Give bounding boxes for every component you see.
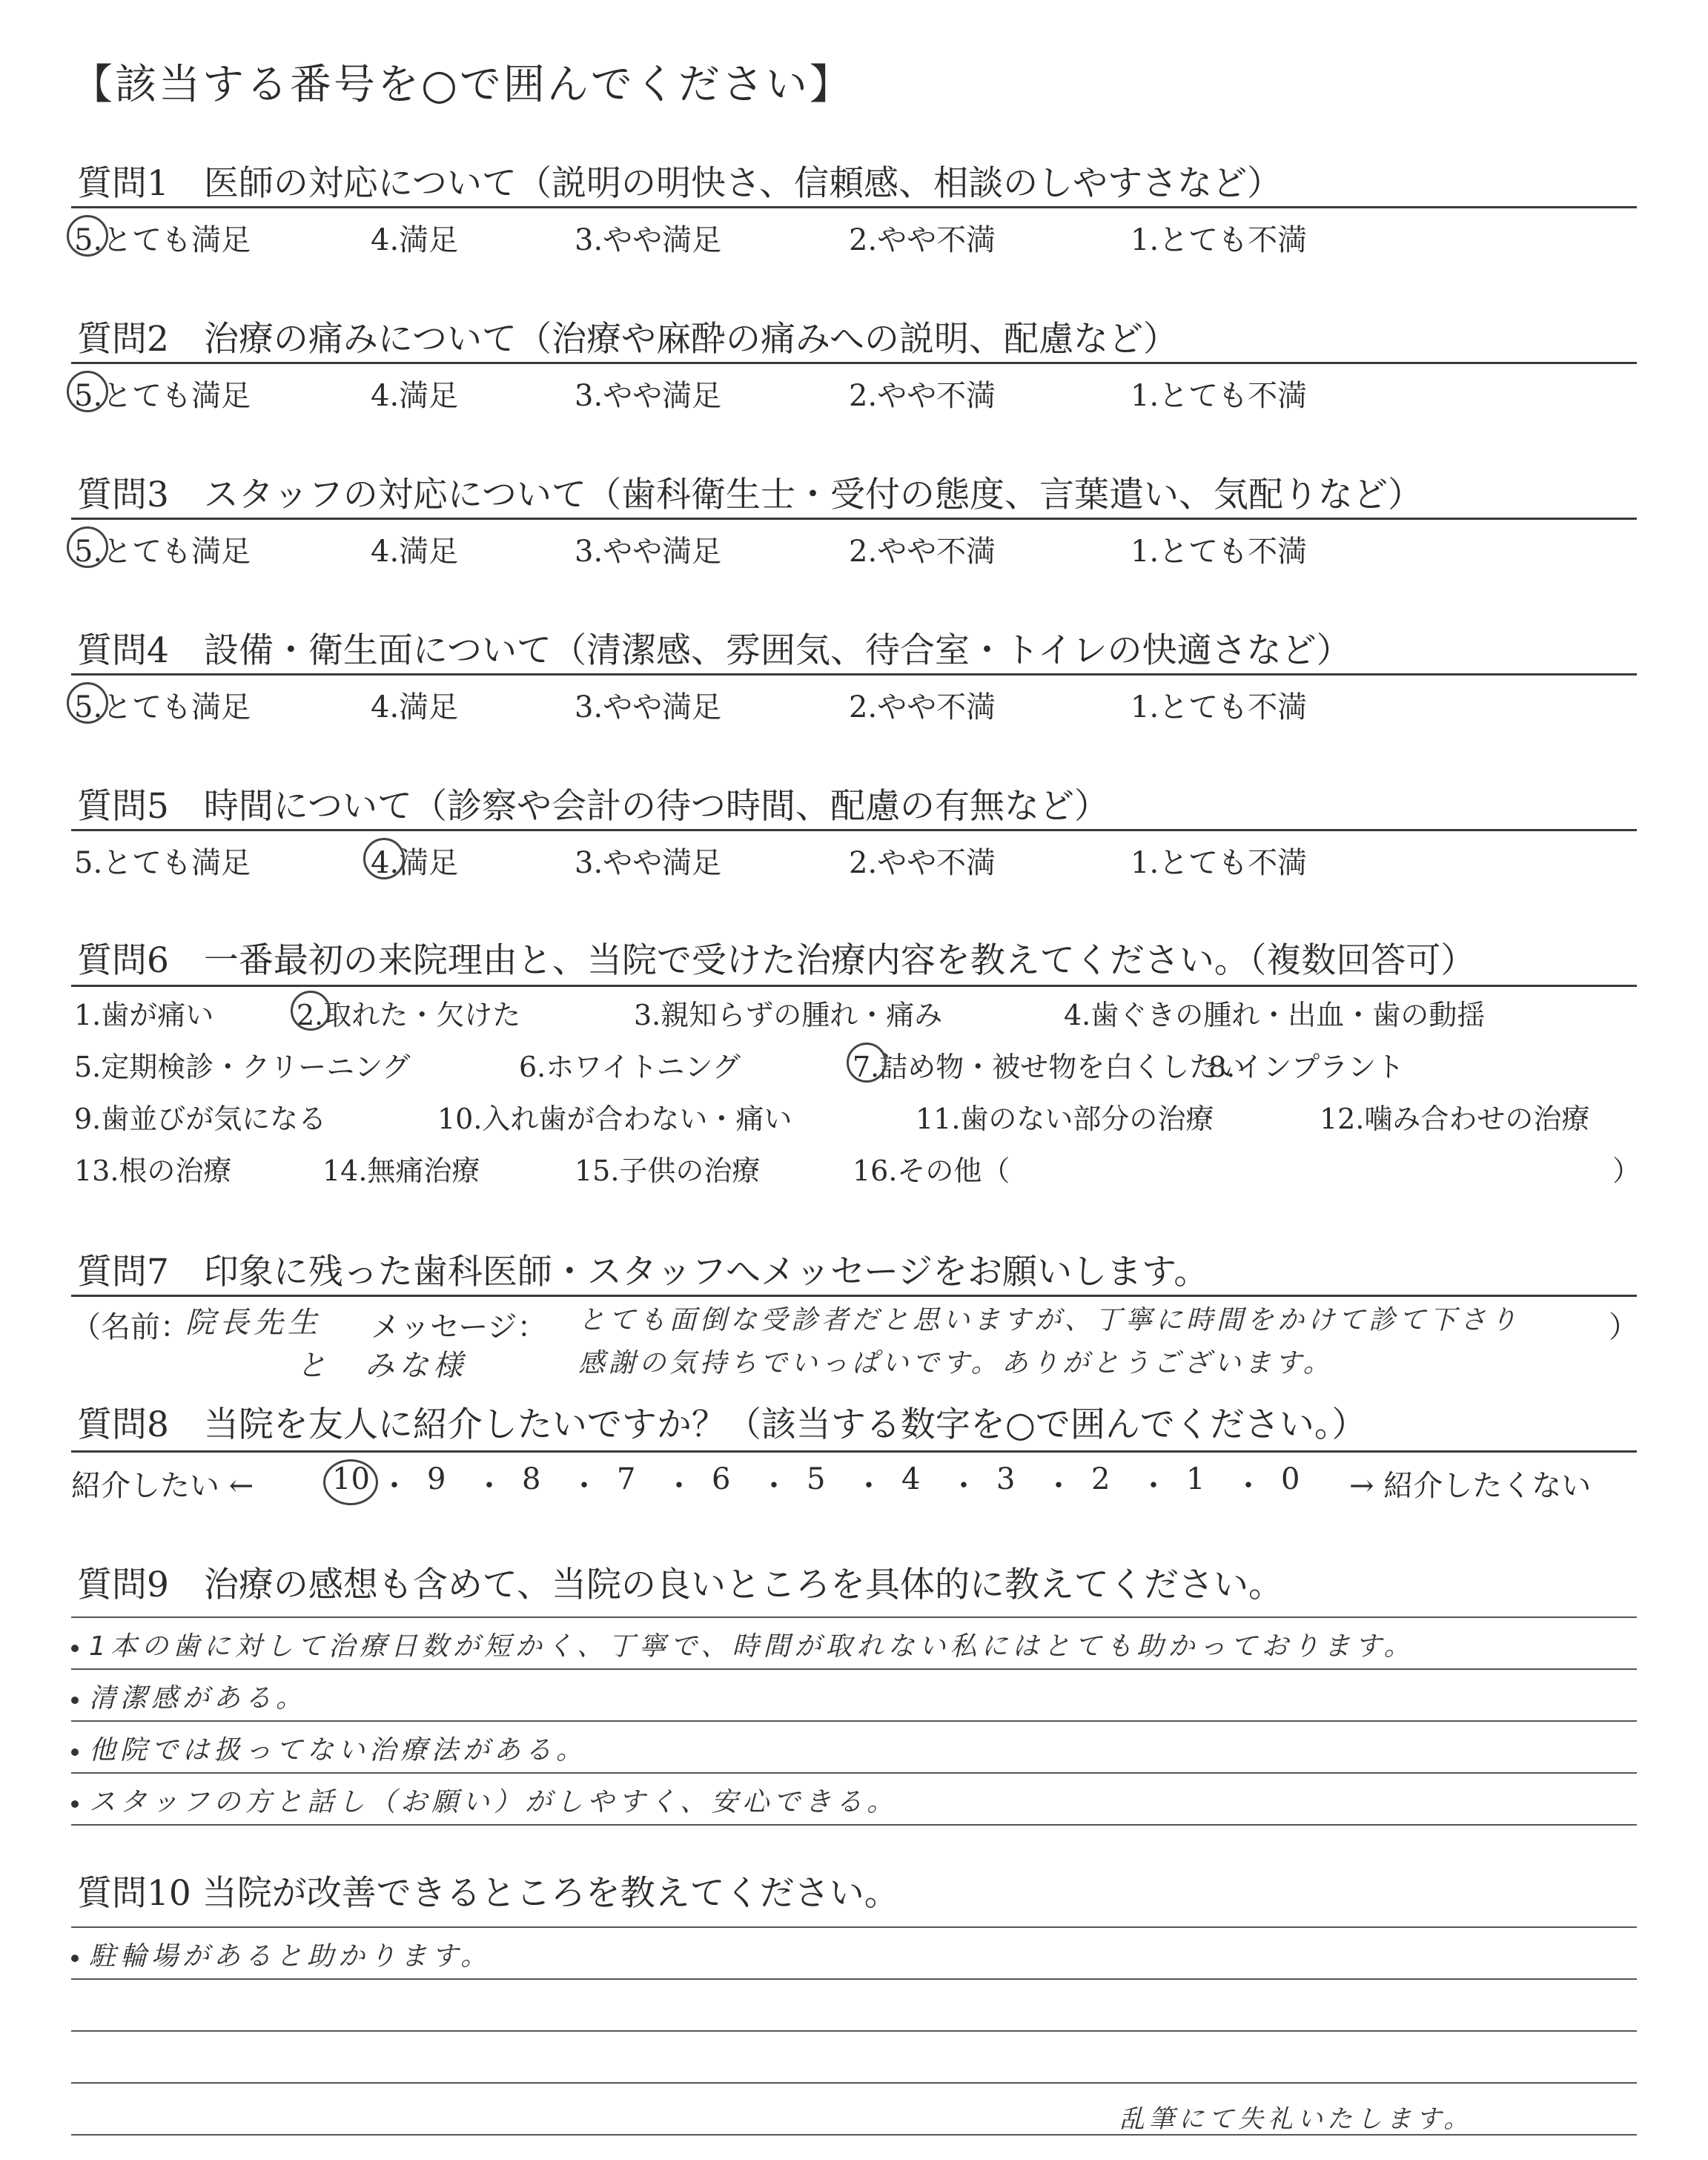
q1-option-1[interactable]: 1.とても不満 [1131, 223, 1308, 257]
q10-answer-line [71, 2030, 1637, 2032]
q9-bullet [71, 1748, 79, 1756]
q3-option-1[interactable]: 1.とても不満 [1131, 535, 1308, 569]
q10-answer-line [71, 1978, 1637, 1980]
q8-scale-0[interactable]: 0 [1281, 1462, 1300, 1496]
q6-selected-circle-7 [847, 1043, 887, 1083]
q3-option-2[interactable]: 2.やや不満 [849, 535, 996, 569]
q4-option-5[interactable]: 5.とても満足 [74, 690, 251, 724]
q8-right-label: → 紹介したくない [1349, 1469, 1592, 1503]
q2-title: 質問2 治療の痛みについて（治療や麻酔の痛みへの説明、配慮など） [77, 319, 1179, 360]
q8-scale-separator: ・ [380, 1469, 409, 1503]
q7-close-paren: ） [1609, 1310, 1638, 1344]
q6-option-9[interactable]: 9.歯並びが気になる [74, 1103, 327, 1135]
q6-option-16[interactable]: 16.その他（ [853, 1155, 1010, 1187]
q6-option-3[interactable]: 3.親知らずの腫れ・痛み [634, 999, 943, 1031]
q10-bullet [71, 1955, 79, 1962]
q6-option-14[interactable]: 14.無痛治療 [322, 1155, 480, 1187]
q2-option-2[interactable]: 2.やや不満 [849, 379, 996, 413]
q2-option-4[interactable]: 4.満足 [371, 379, 459, 413]
form-header: 【該当する番号を○で囲んでください】 [71, 61, 853, 109]
q1-selected-circle [67, 215, 108, 257]
q3-option-5[interactable]: 5.とても満足 [74, 535, 251, 569]
q5-option-4[interactable]: 4.満足 [371, 846, 459, 880]
q8-scale-separator: ・ [1044, 1469, 1073, 1503]
q6-option-10[interactable]: 10.入れ歯が合わない・痛い [437, 1103, 792, 1135]
q2-option-5[interactable]: 5.とても満足 [74, 379, 251, 413]
q10-answer-line [71, 2082, 1637, 2084]
q3-option-3[interactable]: 3.やや満足 [575, 535, 722, 569]
q8-scale-10[interactable]: 10 [332, 1462, 370, 1496]
q7-message-line1: とても面倒な受診者だと思いますが、丁寧に時間をかけて診て下さり [578, 1305, 1521, 1335]
q6-option-12[interactable]: 12.噛み合わせの治療 [1320, 1103, 1590, 1135]
q9-title: 質問9 治療の感想も含めて、当院の良いところを具体的に教えてください。 [77, 1565, 1283, 1605]
q9-answer-line [71, 1668, 1637, 1670]
q8-scale-separator: ・ [1234, 1469, 1263, 1503]
q6-option-15[interactable]: 15.子供の治療 [575, 1155, 761, 1187]
q9-answer-line [71, 1772, 1637, 1774]
q2-selected-circle [67, 371, 108, 412]
q6-option-4[interactable]: 4.歯ぐきの腫れ・出血・歯の動揺 [1064, 999, 1486, 1031]
q5-option-1[interactable]: 1.とても不満 [1131, 846, 1308, 880]
q9-answer-4: スタッフの方と話し（お願い）がしやすく、安心できる。 [89, 1787, 898, 1817]
q8-scale-6[interactable]: 6 [712, 1462, 731, 1496]
q5-rule [71, 829, 1637, 831]
q7-name-line2: と みな様 [297, 1349, 467, 1383]
q9-answer-1: 1本の歯に対して治療日数が短かく、丁寧で、時間が取れない私にはとても助かっております。 [89, 1631, 1415, 1662]
q6-option-13[interactable]: 13.根の治療 [74, 1155, 232, 1187]
q7-name-line1: 院長先生 [185, 1306, 322, 1340]
q9-bullet [71, 1697, 79, 1704]
q5-option-2[interactable]: 2.やや不満 [849, 846, 996, 880]
q8-scale-separator: ・ [949, 1469, 979, 1503]
q8-scale-3[interactable]: 3 [996, 1462, 1016, 1496]
q4-rule [71, 673, 1637, 676]
q8-scale-separator: ・ [474, 1469, 504, 1503]
q8-title: 質問8 当院を友人に紹介したいですか？（該当する数字を○で囲んでください。） [77, 1404, 1367, 1445]
q5-option-5[interactable]: 5.とても満足 [74, 846, 251, 880]
q7-name-label: （名前： [71, 1310, 190, 1344]
q10-answer-1: 駐輪場があると助かります。 [89, 1941, 492, 1972]
q8-scale-separator: ・ [664, 1469, 694, 1503]
q6-option-5[interactable]: 5.定期検診・クリーニング [74, 1051, 411, 1083]
q10-title: 質問10 当院が改善できるところを教えてください。 [77, 1873, 899, 1914]
q5-title: 質問5 時間について（診察や会計の待つ時間、配慮の有無など） [77, 786, 1109, 827]
q1-option-5[interactable]: 5.とても満足 [74, 223, 251, 257]
q4-option-4[interactable]: 4.満足 [371, 690, 459, 724]
q9-answer-2: 清潔感がある。 [89, 1683, 308, 1714]
q1-option-4[interactable]: 4.満足 [371, 223, 459, 257]
q6-other-close: ） [1612, 1155, 1641, 1187]
q4-title: 質問4 設備・衛生面について（清潔感、雰囲気、待合室・トイレの快適さなど） [77, 630, 1351, 671]
q1-title: 質問1 医師の対応について（説明の明快さ、信頼感、相談のしやすさなど） [77, 163, 1282, 204]
q3-selected-circle [67, 526, 108, 568]
q4-selected-circle [67, 682, 108, 724]
q1-option-3[interactable]: 3.やや満足 [575, 223, 722, 257]
q4-option-1[interactable]: 1.とても不満 [1131, 690, 1308, 724]
q10-answer-line [71, 1926, 1637, 1928]
q5-selected-circle [363, 838, 405, 879]
q3-option-4[interactable]: 4.満足 [371, 535, 459, 569]
q8-scale-separator: ・ [759, 1469, 789, 1503]
q2-option-3[interactable]: 3.やや満足 [575, 379, 722, 413]
q5-option-3[interactable]: 3.やや満足 [575, 846, 722, 880]
q8-scale-1[interactable]: 1 [1186, 1462, 1205, 1496]
q3-title: 質問3 スタッフの対応について（歯科衛生士・受付の態度、言葉遣い、気配りなど） [77, 475, 1423, 515]
q8-scale-2[interactable]: 2 [1091, 1462, 1110, 1496]
q4-option-2[interactable]: 2.やや不満 [849, 690, 996, 724]
q6-option-8[interactable]: 8.インプラント [1208, 1051, 1405, 1083]
q8-scale-4[interactable]: 4 [901, 1462, 921, 1496]
q8-scale-separator: ・ [854, 1469, 884, 1503]
q3-rule [71, 518, 1637, 520]
q6-option-7[interactable]: 7.詰め物・被せ物を白くしたい [853, 1051, 1246, 1083]
q8-scale-7[interactable]: 7 [617, 1462, 636, 1496]
q1-rule [71, 206, 1637, 208]
q6-rule [71, 985, 1637, 987]
q7-message-line2: 感謝の気持ちでいっぱいです。ありがとうございます。 [578, 1348, 1334, 1378]
q6-title: 質問6 一番最初の来院理由と、当院で受けた治療内容を教えてください。（複数回答可） [77, 940, 1476, 981]
q6-option-2[interactable]: 2.取れた・欠けた [297, 999, 521, 1031]
q8-scale-5[interactable]: 5 [807, 1462, 826, 1496]
q1-option-2[interactable]: 2.やや不満 [849, 223, 996, 257]
q8-scale-separator: ・ [569, 1469, 599, 1503]
q9-answer-line [71, 1824, 1637, 1826]
q9-answer-line [71, 1616, 1637, 1618]
footer-note: 乱筆にて失礼いたします。 [1119, 2104, 1474, 2134]
q8-scale-9[interactable]: 9 [427, 1462, 446, 1496]
q6-option-11[interactable]: 11.歯のない部分の治療 [916, 1103, 1214, 1135]
q6-option-1[interactable]: 1.歯が痛い [74, 999, 214, 1031]
q2-rule [71, 362, 1637, 364]
q8-rule [71, 1450, 1637, 1453]
q7-title: 質問7 印象に残った歯科医師・スタッフへメッセージをお願いします。 [77, 1252, 1209, 1292]
q9-bullet [71, 1645, 79, 1652]
q8-selected-circle [323, 1459, 378, 1505]
q6-selected-circle-2 [291, 991, 331, 1031]
q9-bullet [71, 1800, 79, 1808]
q6-option-6[interactable]: 6.ホワイトニング [519, 1051, 741, 1083]
q7-rule [71, 1295, 1637, 1297]
q8-scale-8[interactable]: 8 [522, 1462, 541, 1496]
q7-message-label: メッセージ： [371, 1310, 547, 1344]
q8-scale-separator: ・ [1139, 1469, 1168, 1503]
q4-option-3[interactable]: 3.やや満足 [575, 690, 722, 724]
q9-answer-line [71, 1720, 1637, 1722]
q9-answer-3: 他院では扱ってない治療法がある。 [89, 1735, 588, 1766]
q8-left-label: 紹介したい ← [71, 1469, 254, 1503]
q2-option-1[interactable]: 1.とても不満 [1131, 379, 1308, 413]
